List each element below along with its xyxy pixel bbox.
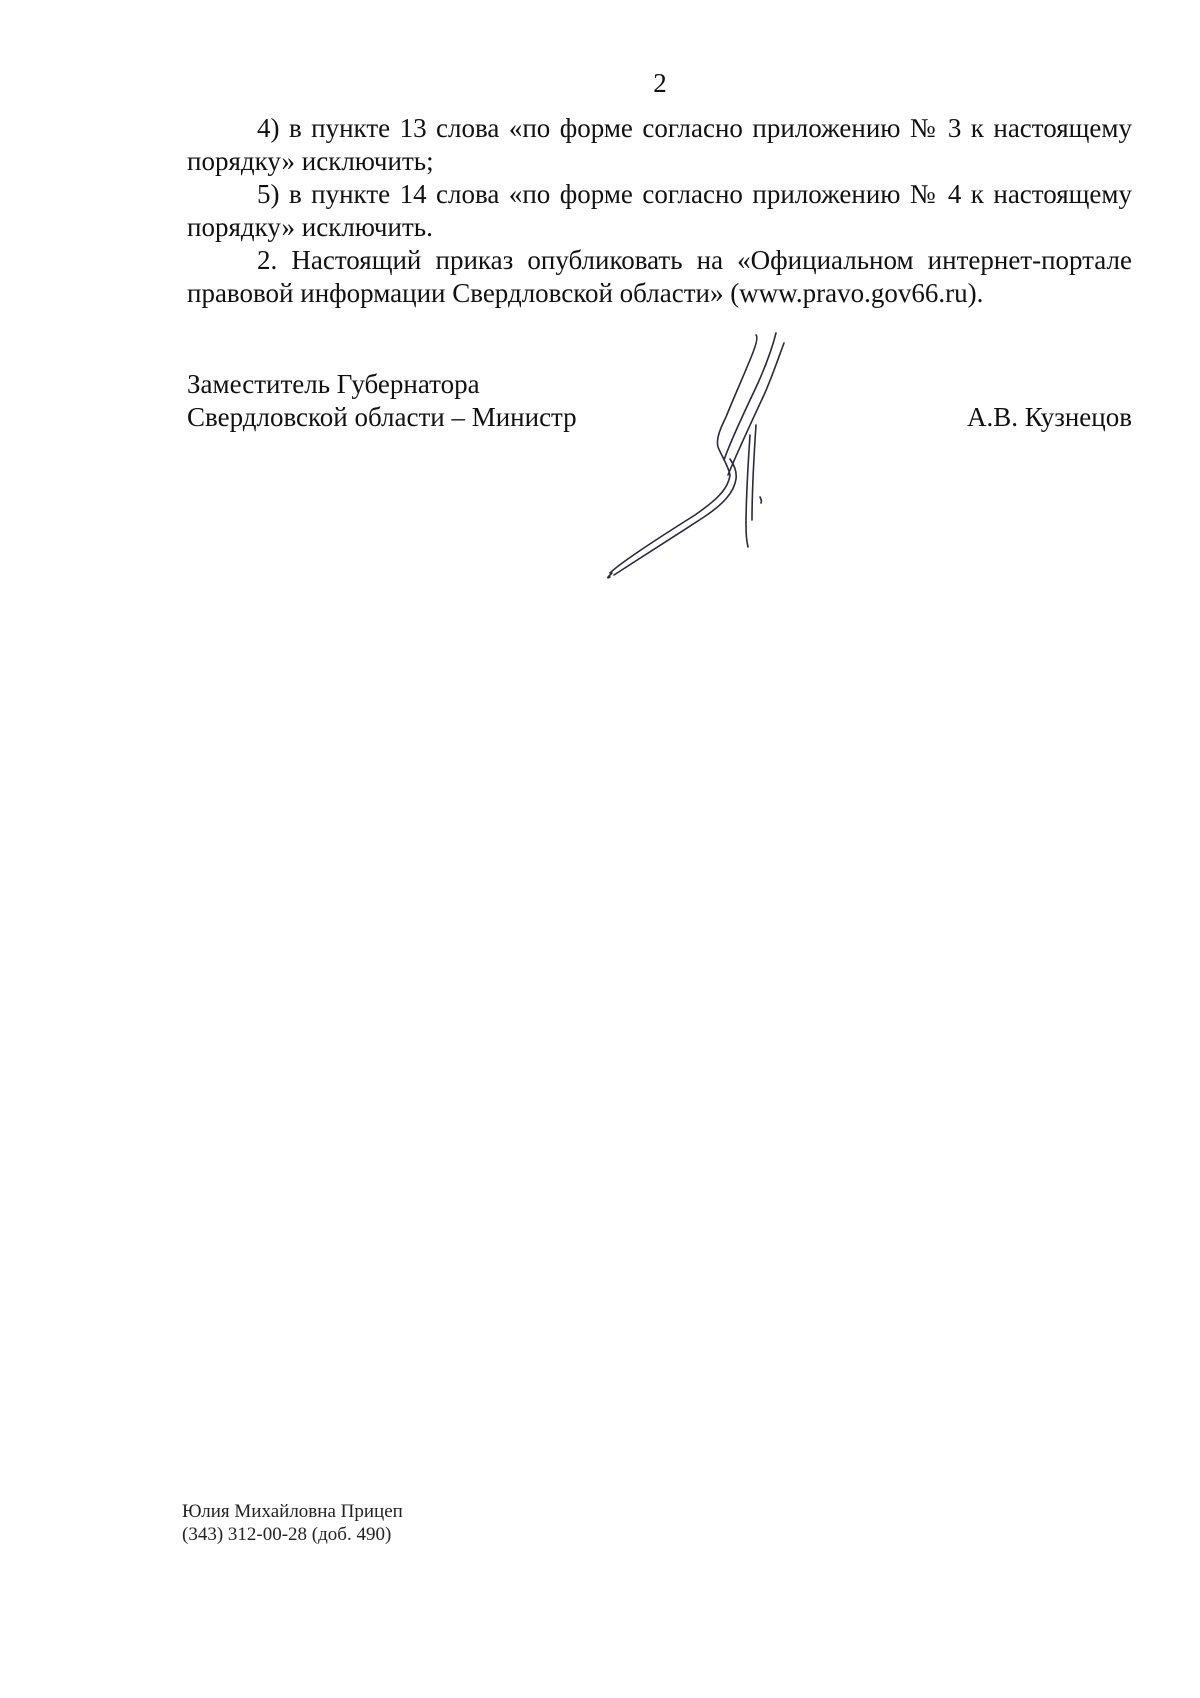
signatory-name: А.В. Кузнецов [966, 402, 1132, 432]
page-number: 2 [653, 68, 667, 98]
paragraph-publication: 2. Настоящий приказ опубликовать на «Официальном интернет-портале правовой информации Свердловской области» (www.pravo.gov66.ru). [187, 245, 1132, 308]
handwritten-signature-icon [600, 325, 820, 585]
paragraph-item-4: 4) в пункте 13 слова «по форме согласно приложению № 3 к настоящему порядку» исключить; [187, 113, 1132, 176]
document-body [187, 112, 1132, 310]
signatory-title-line2: Свердловской области – Министр [187, 402, 577, 432]
executor-phone: (343) 312-00-28 (доб. 490) [182, 1524, 392, 1545]
signatory-title [187, 368, 577, 434]
signatory-title-line1: Заместитель Губернатора [187, 369, 480, 399]
paragraph-item-5: 5) в пункте 14 слова «по форме согласно приложению № 4 к настоящему порядку» исключить. [187, 179, 1132, 242]
executor-name: Юлия Михайловна Прицеп [182, 1501, 403, 1522]
executor-contact [182, 1500, 403, 1546]
